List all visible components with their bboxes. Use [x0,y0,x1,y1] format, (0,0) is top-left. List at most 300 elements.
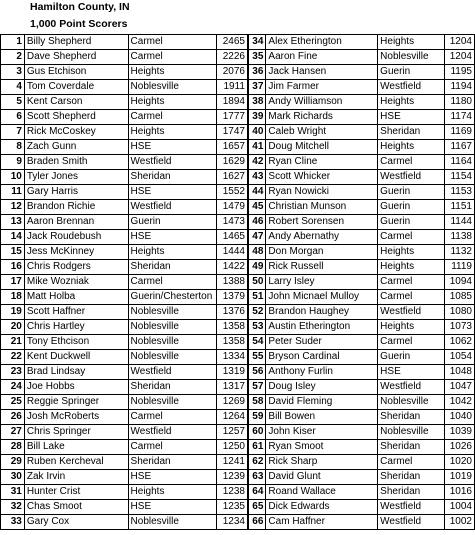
right-player-name-cell: Caleb Wright [266,125,378,140]
left-school-cell: Westfield [128,200,216,215]
left-rank-cell: 25 [1,395,25,410]
table-row [1,65,475,80]
right-points-cell: 1054 [444,350,474,365]
left-points-cell: 1358 [216,335,248,350]
right-school-cell: Heights [378,35,445,50]
left-school-cell: Carmel [128,410,216,425]
title-subtitle: 1,000 Point Scorers [30,18,128,30]
left-rank-cell: 3 [1,65,25,80]
right-points-cell: 1016 [444,485,474,500]
table-row [1,35,475,50]
right-rank-cell: 42 [248,155,266,170]
left-rank-cell: 24 [1,380,25,395]
left-rank-cell: 29 [1,455,25,470]
right-rank-cell: 45 [248,200,266,215]
right-rank-cell: 35 [248,50,266,65]
right-player-name-cell: Robert Sorensen [266,215,378,230]
right-points-cell: 1080 [444,305,474,320]
right-player-name-cell: David Glunt [266,470,378,485]
right-school-cell: Noblesville [378,395,445,410]
right-rank-cell: 65 [248,500,266,515]
right-rank-cell: 63 [248,470,266,485]
table-row [1,110,475,125]
right-school-cell: Carmel [378,230,445,245]
right-rank-cell: 52 [248,305,266,320]
left-rank-cell: 2 [1,50,25,65]
right-school-cell: HSE [378,110,445,125]
left-rank-cell: 27 [1,425,25,440]
table-row [1,230,475,245]
left-player-name-cell: Jack Roudebush [24,230,128,245]
right-player-name-cell: John Kiser [266,425,378,440]
left-player-name-cell: Tyler Jones [24,170,128,185]
right-points-cell: 1153 [444,185,474,200]
right-player-name-cell: Ryan Smoot [266,440,378,455]
left-player-name-cell: Zak Irvin [24,470,128,485]
right-school-cell: Sheridan [378,485,445,500]
table-row [1,365,475,380]
left-rank-cell: 22 [1,350,25,365]
table-row [1,275,475,290]
right-rank-cell: 61 [248,440,266,455]
right-player-name-cell: Andy Abernathy [266,230,378,245]
right-points-cell: 1144 [444,215,474,230]
right-school-cell: Guerin [378,215,445,230]
right-player-name-cell: Rick Sharp [266,455,378,470]
left-points-cell: 1479 [216,200,248,215]
left-points-cell: 1234 [216,515,248,530]
left-player-name-cell: Reggie Springer [24,395,128,410]
right-player-name-cell: Larry Isley [266,275,378,290]
right-school-cell: Carmel [378,455,445,470]
left-points-cell: 1629 [216,155,248,170]
left-player-name-cell: Braden Smith [24,155,128,170]
table-row [1,335,475,350]
left-points-cell: 1317 [216,380,248,395]
left-rank-cell: 16 [1,260,25,275]
right-school-cell: Heights [378,245,445,260]
left-points-cell: 1358 [216,320,248,335]
left-rank-cell: 26 [1,410,25,425]
left-player-name-cell: Bill Lake [24,440,128,455]
right-player-name-cell: Bill Bowen [266,410,378,425]
left-rank-cell: 32 [1,500,25,515]
right-school-cell: Carmel [378,335,445,350]
left-player-name-cell: Gary Cox [24,515,128,530]
left-player-name-cell: Zach Gunn [24,140,128,155]
left-rank-cell: 20 [1,320,25,335]
right-school-cell: Heights [378,140,445,155]
left-player-name-cell: Josh McRoberts [24,410,128,425]
left-school-cell: HSE [128,500,216,515]
table-row [1,215,475,230]
right-rank-cell: 46 [248,215,266,230]
left-rank-cell: 8 [1,140,25,155]
right-school-cell: Westfield [378,305,445,320]
right-points-cell: 1085 [444,290,474,305]
left-points-cell: 1422 [216,260,248,275]
table-row [1,185,475,200]
right-points-cell: 1151 [444,200,474,215]
left-school-cell: Heights [128,245,216,260]
right-school-cell: Sheridan [378,470,445,485]
right-rank-cell: 49 [248,260,266,275]
left-rank-cell: 4 [1,80,25,95]
left-player-name-cell: Gary Harris [24,185,128,200]
right-points-cell: 1020 [444,455,474,470]
left-points-cell: 1319 [216,365,248,380]
right-points-cell: 1062 [444,335,474,350]
left-points-cell: 1552 [216,185,248,200]
table-row [1,440,475,455]
table-row [1,350,475,365]
right-points-cell: 1164 [444,155,474,170]
left-rank-cell: 13 [1,215,25,230]
left-points-cell: 1388 [216,275,248,290]
left-points-cell: 1376 [216,305,248,320]
left-school-cell: Heights [128,485,216,500]
left-points-cell: 1238 [216,485,248,500]
right-school-cell: Westfield [378,500,445,515]
right-points-cell: 1132 [444,245,474,260]
right-points-cell: 1194 [444,80,474,95]
table-row [1,320,475,335]
left-school-cell: Sheridan [128,260,216,275]
left-school-cell: Heights [128,125,216,140]
right-school-cell: Guerin [378,65,445,80]
left-points-cell: 1627 [216,170,248,185]
left-player-name-cell: Rick McCoskey [24,125,128,140]
table-row [1,155,475,170]
left-school-cell: Noblesville [128,320,216,335]
right-rank-cell: 51 [248,290,266,305]
right-player-name-cell: Jack Hansen [266,65,378,80]
right-school-cell: Westfield [378,80,445,95]
right-rank-cell: 43 [248,170,266,185]
right-points-cell: 1119 [444,260,474,275]
right-school-cell: Sheridan [378,125,445,140]
right-player-name-cell: Mark Richards [266,110,378,125]
table-row [1,50,475,65]
left-rank-cell: 12 [1,200,25,215]
right-rank-cell: 40 [248,125,266,140]
table-row [1,260,475,275]
right-rank-cell: 56 [248,365,266,380]
right-player-name-cell: Alex Etherington [266,35,378,50]
left-school-cell: Westfield [128,365,216,380]
table-row [1,80,475,95]
right-points-cell: 1048 [444,365,474,380]
left-points-cell: 1747 [216,125,248,140]
left-rank-cell: 14 [1,230,25,245]
right-rank-cell: 59 [248,410,266,425]
left-school-cell: Noblesville [128,395,216,410]
right-player-name-cell: Anthony Furlin [266,365,378,380]
left-rank-cell: 23 [1,365,25,380]
right-player-name-cell: Scott Whicker [266,170,378,185]
right-player-name-cell: Christian Munson [266,200,378,215]
right-points-cell: 1167 [444,140,474,155]
left-player-name-cell: Hunter Crist [24,485,128,500]
right-points-cell: 1019 [444,470,474,485]
left-school-cell: Carmel [128,275,216,290]
right-rank-cell: 64 [248,485,266,500]
left-rank-cell: 31 [1,485,25,500]
left-player-name-cell: Scott Shepherd [24,110,128,125]
left-player-name-cell: Kent Duckwell [24,350,128,365]
right-player-name-cell: Roand Wallace [266,485,378,500]
right-points-cell: 1180 [444,95,474,110]
left-rank-cell: 6 [1,110,25,125]
right-rank-cell: 53 [248,320,266,335]
scorers-table [0,34,475,530]
left-school-cell: Sheridan [128,380,216,395]
right-school-cell: Heights [378,320,445,335]
left-points-cell: 1334 [216,350,248,365]
right-points-cell: 1042 [444,395,474,410]
left-player-name-cell: Tom Coverdale [24,80,128,95]
right-rank-cell: 55 [248,350,266,365]
left-player-name-cell: Chris Hartley [24,320,128,335]
table-row [1,425,475,440]
left-points-cell: 2076 [216,65,248,80]
right-rank-cell: 34 [248,35,266,50]
left-player-name-cell: Chris Springer [24,425,128,440]
right-school-cell: Heights [378,260,445,275]
left-points-cell: 1269 [216,395,248,410]
right-school-cell: Westfield [378,515,445,530]
right-school-cell: Carmel [378,155,445,170]
right-player-name-cell: Ryan Nowicki [266,185,378,200]
right-rank-cell: 48 [248,245,266,260]
right-points-cell: 1047 [444,380,474,395]
left-points-cell: 2226 [216,50,248,65]
right-school-cell: Sheridan [378,410,445,425]
left-player-name-cell: Billy Shepherd [24,35,128,50]
left-rank-cell: 10 [1,170,25,185]
table-row [1,395,475,410]
left-player-name-cell: Joe Hobbs [24,380,128,395]
left-rank-cell: 18 [1,290,25,305]
left-player-name-cell: Aaron Brennan [24,215,128,230]
left-school-cell: Westfield [128,425,216,440]
table-row [1,140,475,155]
left-rank-cell: 21 [1,335,25,350]
left-rank-cell: 5 [1,95,25,110]
right-player-name-cell: Aaron Fine [266,50,378,65]
table-row [1,500,475,515]
right-rank-cell: 37 [248,80,266,95]
right-points-cell: 1154 [444,170,474,185]
left-points-cell: 2465 [216,35,248,50]
table-row [1,470,475,485]
left-school-cell: Heights [128,65,216,80]
right-school-cell: Westfield [378,380,445,395]
right-rank-cell: 41 [248,140,266,155]
left-school-cell: Heights [128,95,216,110]
right-rank-cell: 54 [248,335,266,350]
right-player-name-cell: Ryan Cline [266,155,378,170]
right-rank-cell: 39 [248,110,266,125]
right-player-name-cell: John Micnael Mulloy [266,290,378,305]
left-player-name-cell: Chris Rodgers [24,260,128,275]
right-player-name-cell: Dick Edwards [266,500,378,515]
table-row [1,485,475,500]
right-rank-cell: 58 [248,395,266,410]
left-school-cell: Noblesville [128,515,216,530]
right-points-cell: 1195 [444,65,474,80]
right-rank-cell: 38 [248,95,266,110]
left-points-cell: 1657 [216,140,248,155]
right-rank-cell: 36 [248,65,266,80]
left-school-cell: Noblesville [128,80,216,95]
left-points-cell: 1465 [216,230,248,245]
left-player-name-cell: Jess McKinney [24,245,128,260]
left-points-cell: 1241 [216,455,248,470]
right-school-cell: Noblesville [378,425,445,440]
left-school-cell: HSE [128,185,216,200]
right-points-cell: 1204 [444,50,474,65]
table-row [1,170,475,185]
right-points-cell: 1169 [444,125,474,140]
right-points-cell: 1040 [444,410,474,425]
right-points-cell: 1174 [444,110,474,125]
right-school-cell: Carmel [378,275,445,290]
left-player-name-cell: Ruben Kercheval [24,455,128,470]
right-rank-cell: 47 [248,230,266,245]
title-county: Hamilton County, IN [30,1,130,13]
left-school-cell: Westfield [128,155,216,170]
right-rank-cell: 44 [248,185,266,200]
right-school-cell: Sheridan [378,440,445,455]
right-rank-cell: 66 [248,515,266,530]
left-rank-cell: 33 [1,515,25,530]
right-player-name-cell: Peter Suder [266,335,378,350]
left-player-name-cell: Dave Shepherd [24,50,128,65]
right-rank-cell: 60 [248,425,266,440]
left-school-cell: Carmel [128,110,216,125]
right-points-cell: 1204 [444,35,474,50]
right-player-name-cell: Austin Etherington [266,320,378,335]
left-points-cell: 1235 [216,500,248,515]
left-player-name-cell: Scott Haffner [24,305,128,320]
left-school-cell: Carmel [128,440,216,455]
table-row [1,245,475,260]
left-player-name-cell: Chas Smoot [24,500,128,515]
table-row [1,515,475,530]
right-player-name-cell: Brandon Haughey [266,305,378,320]
left-school-cell: Noblesville [128,350,216,365]
right-school-cell: Guerin [378,185,445,200]
right-school-cell: Guerin [378,200,445,215]
left-points-cell: 1473 [216,215,248,230]
left-points-cell: 1264 [216,410,248,425]
table-row [1,380,475,395]
left-player-name-cell: Kent Carson [24,95,128,110]
left-school-cell: Sheridan [128,170,216,185]
right-rank-cell: 57 [248,380,266,395]
left-rank-cell: 17 [1,275,25,290]
left-player-name-cell: Tony Ethcison [24,335,128,350]
table-row [1,125,475,140]
left-rank-cell: 30 [1,470,25,485]
right-school-cell: Noblesville [378,50,445,65]
right-player-name-cell: Andy Williamson [266,95,378,110]
table-row [1,200,475,215]
left-rank-cell: 9 [1,155,25,170]
left-rank-cell: 11 [1,185,25,200]
right-school-cell: HSE [378,365,445,380]
left-school-cell: Carmel [128,35,216,50]
left-rank-cell: 19 [1,305,25,320]
right-player-name-cell: Cam Haffner [266,515,378,530]
right-school-cell: Guerin [378,350,445,365]
right-school-cell: Westfield [378,170,445,185]
right-player-name-cell: Don Morgan [266,245,378,260]
left-points-cell: 1239 [216,470,248,485]
left-rank-cell: 15 [1,245,25,260]
left-points-cell: 1777 [216,110,248,125]
table-row [1,455,475,470]
left-player-name-cell: Brad Lindsay [24,365,128,380]
right-player-name-cell: Rick Russell [266,260,378,275]
right-rank-cell: 50 [248,275,266,290]
left-school-cell: Noblesville [128,335,216,350]
left-player-name-cell: Brandon Richie [24,200,128,215]
right-points-cell: 1002 [444,515,474,530]
right-player-name-cell: Doug Isley [266,380,378,395]
table-row [1,95,475,110]
left-rank-cell: 7 [1,125,25,140]
left-rank-cell: 1 [1,35,25,50]
right-points-cell: 1004 [444,500,474,515]
left-school-cell: HSE [128,470,216,485]
right-points-cell: 1039 [444,425,474,440]
left-school-cell: Noblesville [128,305,216,320]
left-school-cell: HSE [128,140,216,155]
left-player-name-cell: Mike Wozniak [24,275,128,290]
left-points-cell: 1444 [216,245,248,260]
left-player-name-cell: Gus Etchison [24,65,128,80]
right-player-name-cell: Bryson Cardinal [266,350,378,365]
left-points-cell: 1250 [216,440,248,455]
left-points-cell: 1257 [216,425,248,440]
right-points-cell: 1026 [444,440,474,455]
right-player-name-cell: Jim Farmer [266,80,378,95]
left-points-cell: 1894 [216,95,248,110]
right-points-cell: 1073 [444,320,474,335]
right-points-cell: 1094 [444,275,474,290]
right-player-name-cell: Doug Mitchell [266,140,378,155]
right-points-cell: 1138 [444,230,474,245]
left-school-cell: Sheridan [128,455,216,470]
right-school-cell: Heights [378,95,445,110]
table-row [1,305,475,320]
left-rank-cell: 28 [1,440,25,455]
table-row [1,290,475,305]
left-school-cell: Carmel [128,50,216,65]
left-points-cell: 1911 [216,80,248,95]
right-rank-cell: 62 [248,455,266,470]
left-school-cell: Guerin [128,215,216,230]
left-player-name-cell: Matt Holba [24,290,128,305]
right-school-cell: Carmel [378,290,445,305]
table-row [1,410,475,425]
left-school-cell: HSE [128,230,216,245]
left-points-cell: 1379 [216,290,248,305]
right-player-name-cell: David Fleming [266,395,378,410]
left-school-cell: Guerin/Chesterton [128,290,216,305]
